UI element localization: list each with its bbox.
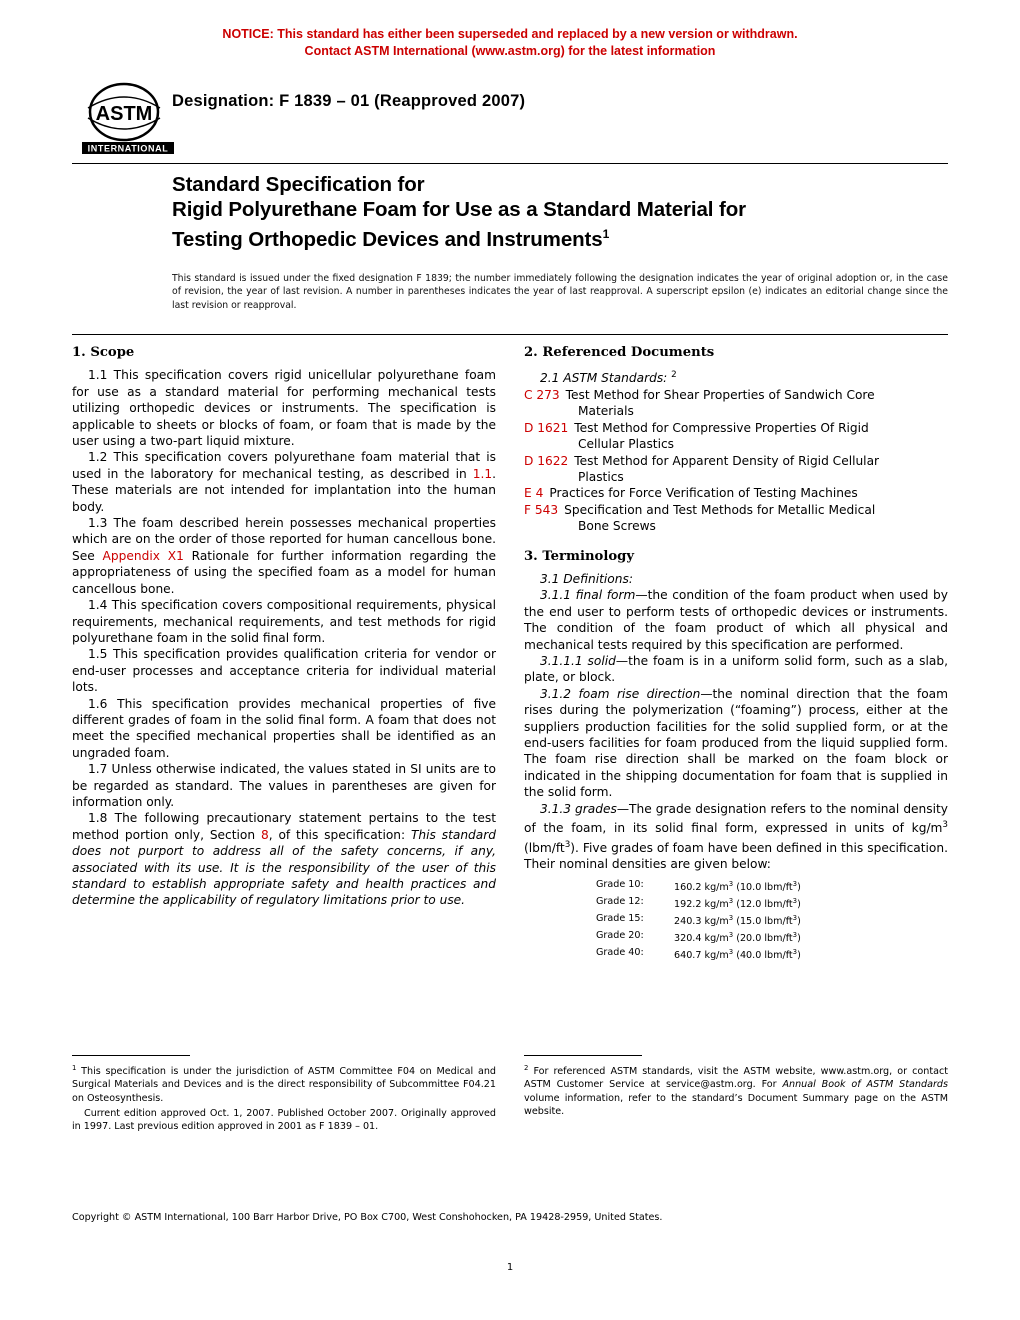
grade-density-imp-end: ) [797,899,801,911]
copyright-line: Copyright © ASTM International, 100 Barr Harbor Drive, PO Box C700, West Conshohocken, PA 19428-2959, United States. [72,1212,663,1223]
definition-3-1-3-text-c: ). Five grades of foam have been defined in this specification. Their nominal densities are given below: [524,840,948,871]
title-line-3-text: Testing Orthopedic Devices and Instruments [172,227,603,251]
table-row [596,912,801,929]
definition-3-1-1-term: 3.1.1 final form [540,588,636,603]
refs-footnote-marker: 2 [671,370,677,381]
paragraph-1-8-text-b: , of this specification: [268,827,411,842]
body-columns [72,345,948,962]
reference-item[interactable] [524,502,948,518]
title-footnote-marker: 1 [602,227,610,241]
grade-density [674,912,801,929]
subsection-2-1-label: 2.1 ASTM Standards: [540,371,668,386]
footnote-2-italic: Annual Book of ASTM Standards [782,1079,948,1091]
grade-label: Grade 15: [596,912,644,924]
footnote-divider [524,1055,642,1056]
reference-item[interactable] [524,453,948,469]
grade-density-si: 240.3 kg/m [674,916,729,928]
paragraph-1-8-caveat: This standard does not purport to address all of the safety concerns, if any, associated with its use. It is the responsibility of the user of this standard to establish appropriate safety and health practices and determine the applicability of regulatory limitations prior to use. [72,827,496,908]
paragraph-1-1-text: 1.1 This specification covers rigid unicellular polyurethane foam for use as a standard material for performing mechanical tests utilizing orthopedic devices or instruments. The specification is applicable to sheets or blocks of foam, or foam that is made by the user using a two-part liquid mixture. [72,368,496,449]
left-column [72,345,496,962]
grade-label: Grade 12: [596,896,644,908]
notice-line-2: Contact ASTM International (www.astm.org) for the latest information [304,44,716,58]
astm-logo-icon [80,80,176,158]
grade-density-imp-end: ) [797,916,801,928]
withdrawal-notice [0,26,1020,60]
paragraph-1-8 [72,810,496,908]
section-heading-scope: 1. Scope [72,345,135,360]
grade-density-si-exp: 3 [728,930,734,939]
definition-3-1-1-text: —the condition of the foam product when used by the end user to perform tests of orthopedic devices or instruments. The condition of the foam product of which all physical and mechanical tests required by this specification are performed. [524,588,948,652]
right-column [524,345,948,962]
grade-density-si: 160.2 kg/m [674,882,729,894]
paragraph-1-5: 1.5 This specification provides qualification criteria for vendor or end-user processes and acceptance criteria for individual material lots. [72,647,496,695]
table-row [596,878,801,895]
grade-label: Grade 40: [596,946,644,958]
grade-density [674,946,801,963]
subsection-3-1 [524,571,948,587]
reference-title: Test Method for Compressive Properties Of Rigid [574,420,869,435]
grade-density-imp-exp: 3 [792,913,798,922]
table-row [596,946,801,963]
reference-id[interactable]: D 1622 [524,453,569,468]
grade-density-si: 640.7 kg/m [674,949,729,961]
reference-id[interactable]: D 1621 [524,420,569,435]
section-heading-terminology: 3. Terminology [524,548,635,564]
document-header [72,80,948,170]
footnote-2-marker: 2 [524,1064,529,1072]
reference-id[interactable]: C 273 [524,387,560,402]
reference-title: Test Method for Shear Properties of Sandwich Core [565,387,875,402]
cross-reference-section-8[interactable]: 8 [260,827,269,842]
grade-density-imp-exp: 3 [792,880,798,889]
paragraph-1-2-text-a: 1.2 This specification covers polyurethane foam material that is used in the laboratory for mechanical testing, as described in [72,450,496,481]
notice-line-1: NOTICE: This standard has either been superseded and replaced by a new version or withdrawn. [222,27,798,41]
reference-title-cont: Plastics [578,469,624,484]
paragraph-1-3 [72,515,496,597]
paragraph-1-7: 1.7 Unless otherwise indicated, the values stated in SI units are to be regarded as standard. The values in parentheses are given for information only. [72,762,496,809]
definition-3-1-2-term: 3.1.2 foam rise direction [540,686,701,701]
grade-density-imp: (12.0 lbm/ft [733,899,793,911]
grade-density-si: 192.2 kg/m [674,899,729,911]
grade-density-imp: (20.0 lbm/ft [733,932,793,944]
paragraph-1-4: 1.4 This specification covers compositional requirements, physical requirements, mechanical requirements, and test methods for rigid polyurethane foam in the solid final form. [72,598,496,645]
definition-3-1-2 [524,686,948,801]
grade-density-imp-exp: 3 [792,930,798,939]
footnote-1 [72,1062,496,1105]
grade-density-imp-end: ) [797,882,801,894]
table-row [596,929,801,946]
units-exponent-si: 3 [942,820,948,831]
paragraph-1-2-text-b: . These materials are not intended for implantation into the human body. [72,466,496,514]
grade-density-si-exp: 3 [728,913,734,922]
title-block [172,172,948,312]
paragraph-1-1 [72,367,496,449]
definition-3-1-1-1 [524,653,948,686]
grade-label: Grade 20: [596,929,644,941]
footnote-1-text: This specification is under the jurisdiction of ASTM Committee F04 on Medical and Surgical Materials and Devices and is the direct responsibility of Subcommittee F04.21 on Osteosynthesis. [72,1066,496,1104]
footnote-2-text-b: volume information, refer to the standard’s Document Summary page on the ASTM website. [524,1092,948,1117]
grade-density-imp-end: ) [797,932,801,944]
issue-note: This standard is issued under the fixed designation F 1839; the number immediately following the designation indicates the year of original adoption or, in the case of revision, the year of last revision. A number in parentheses indicates the year of last reapproval. A superscript epsilon (e) indicates an editorial change since the last revision or reapproval. [172,272,948,311]
subsection-2-1 [524,367,948,386]
reference-id[interactable]: F 543 [524,502,559,517]
grade-density-imp: (40.0 lbm/ft [733,949,793,961]
definition-3-1-1-1-term: 3.1.1.1 solid [540,653,616,668]
paragraph-1-3-text-b: Rationale for further information regarding the appropriateness of using the specified foam as a model for human cancellous bone. [72,548,496,596]
header-divider [72,163,948,164]
footnote-1-marker: 1 [72,1064,77,1072]
title-divider [72,334,948,335]
svg-text:INTERNATIONAL: INTERNATIONAL [87,143,169,154]
cross-reference-1-1[interactable]: 1.1 [472,466,493,481]
designation-label: Designation: F 1839 – 01 (Reapproved 2007) [172,92,526,110]
title-line-2: Rigid Polyurethane Foam for Use as a Standard Material for [172,198,747,221]
grade-density [674,878,801,895]
grade-density [674,929,801,946]
definition-3-1-1 [524,587,948,653]
reference-title-cont: Cellular Plastics [578,437,675,452]
definition-3-1-1-1-text: —the foam is in a uniform solid form, such as a slab, plate, or block. [524,653,948,685]
grade-density-imp: (15.0 lbm/ft [733,916,793,928]
reference-item[interactable] [524,387,948,403]
paragraph-1-8-text-a: 1.8 The following precautionary statement pertains to the test method portion only, Section [72,811,496,842]
title-line-1: Standard Specification for [172,173,425,196]
reference-item[interactable] [524,420,948,436]
grade-density-imp: (10.0 lbm/ft [733,882,793,894]
page-number: 1 [506,1262,514,1273]
grade-density-table [596,878,948,962]
grade-label: Grade 10: [596,879,644,891]
footnote-right [524,1055,948,1118]
definition-3-1-2-text: —the nominal direction that the foam rises during the polymerization (“foaming”) process, either at the suppliers production facilities for the solid supplied form, or at the end-users facilities for foam produced from the liquid supplied form. The foam rise direction shall be marked on the foam block or indicated in the shipping documentation for foam that is supplied in the solid form. [524,686,948,800]
reference-title-cont: Bone Screws [578,519,656,534]
definition-3-1-3-term: 3.1.3 grades [540,801,617,816]
paragraph-1-3-text-a: 1.3 The foam described herein possesses mechanical properties which are on the order of those reported for human cancellous bone. See [72,516,496,563]
reference-title: Practices for Force Verification of Testing Machines [549,486,858,501]
footnote-divider [72,1055,190,1056]
definition-3-1-3 [524,801,948,873]
reference-title-cont: Materials [578,404,634,419]
cross-reference-appendix-x1[interactable]: Appendix X1 [102,548,184,563]
reference-title: Test Method for Apparent Density of Rigid Cellular [574,453,880,468]
paragraph-1-2 [72,449,496,515]
paragraph-1-6: 1.6 This specification provides mechanical properties of five different grades of foam in the solid final form. A foam that does not meet the specified mechanical properties shall be identified as an ungraded foam. [72,696,496,760]
footnote-left [72,1055,496,1133]
grade-density [674,895,801,912]
definition-3-1-3-text-a: —The grade designation refers to the nominal density of the foam, in its solid final form, expressed in units of kg/m [524,801,949,836]
reference-id[interactable]: E 4 [524,486,544,501]
grade-density-si-exp: 3 [728,880,734,889]
grade-density-imp-exp: 3 [792,947,798,956]
reference-title: Specification and Test Methods for Metallic Medical [564,502,876,517]
footnote-2-text-a: For referenced ASTM standards, visit the ASTM website, www.astm.org, or contact ASTM Customer Service at service@astm.org. For [524,1066,948,1091]
title-line-3 [172,222,948,252]
section-heading-referenced-documents: 2. Referenced Documents [524,345,715,360]
grade-density-si-exp: 3 [728,897,734,906]
footnote-2 [524,1062,948,1118]
svg-text:ASTM: ASTM [95,103,153,125]
subsection-3-1-label: 3.1 Definitions: [540,571,633,586]
reference-item[interactable] [524,485,948,501]
grade-density-si: 320.4 kg/m [674,932,729,944]
grade-density-si-exp: 3 [728,947,734,956]
units-exponent-imperial: 3 [564,839,571,850]
grade-density-imp-exp: 3 [792,897,798,906]
footnote-edition: Current edition approved Oct. 1, 2007. Published October 2007. Originally approved in 1997. Last previous edition approved in 2001 as F 1839 – 01. [72,1107,496,1132]
table-row [596,895,801,912]
definition-3-1-3-text-b: (lbm/ft [524,840,565,855]
grade-density-imp-end: ) [797,949,801,961]
